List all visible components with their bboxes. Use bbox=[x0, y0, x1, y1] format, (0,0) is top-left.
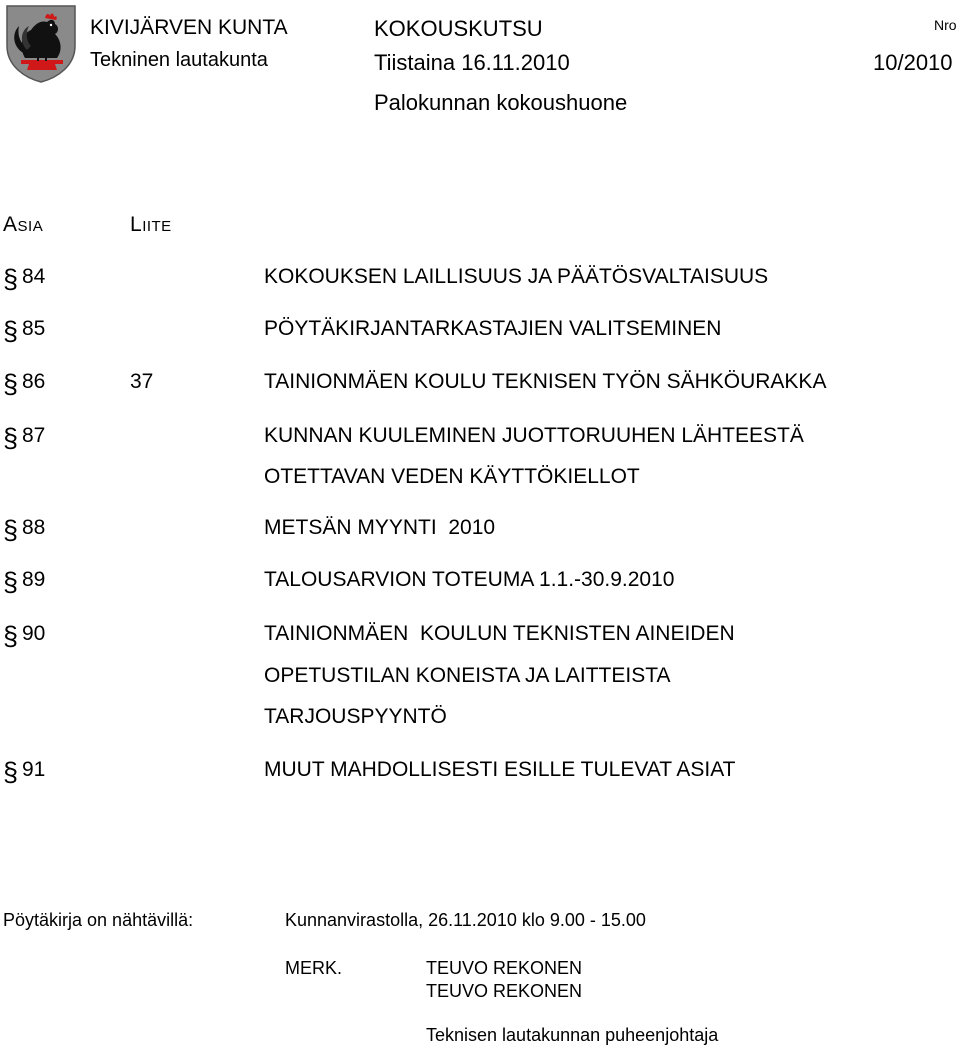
document-type: KOKOUSKUTSU bbox=[374, 16, 543, 41]
item-title-continued: OPETUSTILAN KONEISTA JA LAITTEISTA bbox=[264, 664, 671, 687]
item-number: 89 bbox=[22, 568, 46, 591]
agenda-item bbox=[0, 756, 960, 786]
item-number: 90 bbox=[22, 622, 46, 645]
item-title: KOKOUKSEN LAILLISUUS JA PÄÄTÖSVALTAISUUS bbox=[264, 265, 769, 288]
column-asia-header: ASIA bbox=[3, 213, 44, 236]
svg-text:§: § bbox=[3, 369, 19, 398]
section-sign-icon bbox=[3, 263, 21, 293]
item-title: TALOUSARVION TOTEUMA 1.1.-30.9.2010 bbox=[264, 568, 675, 591]
svg-text:§: § bbox=[3, 621, 19, 650]
meeting-number: 10/2010 bbox=[873, 50, 953, 75]
svg-text:§: § bbox=[3, 567, 19, 596]
section-sign-icon bbox=[3, 422, 21, 452]
signer-name: TEUVO REKONEN bbox=[426, 981, 583, 1001]
section-sign-icon bbox=[3, 566, 21, 596]
meeting-venue: Palokunnan kokoushuone bbox=[374, 90, 628, 115]
item-number: 91 bbox=[22, 758, 46, 781]
item-title-continued: OTETTAVAN VEDEN KÄYTTÖKIELLOT bbox=[264, 465, 640, 488]
organization-name: KIVIJÄRVEN KUNTA bbox=[90, 16, 288, 39]
column-liite-header: LIITE bbox=[130, 213, 172, 236]
item-number: 85 bbox=[22, 317, 46, 340]
board-name: Tekninen lautakunta bbox=[90, 49, 268, 71]
item-title: TAINIONMÄEN KOULU TEKNISEN TYÖN SÄHKÖURAKKA bbox=[264, 370, 827, 393]
agenda-item bbox=[0, 263, 960, 293]
section-sign-icon bbox=[3, 514, 21, 544]
svg-text:§: § bbox=[3, 316, 19, 345]
coat-of-arms-logo bbox=[5, 4, 77, 84]
meeting-date: Tiistaina 16.11.2010 bbox=[374, 50, 570, 75]
availability-value: Kunnanvirastolla, 26.11.2010 klo 9.00 - 15.00 bbox=[285, 910, 646, 930]
nro-label: Nro bbox=[934, 17, 957, 33]
section-sign-icon bbox=[3, 368, 21, 398]
agenda-item bbox=[0, 368, 960, 398]
attachment-number: 37 bbox=[130, 370, 154, 393]
signer-name: TEUVO REKONEN bbox=[426, 958, 583, 978]
item-number: 84 bbox=[22, 265, 46, 288]
item-number: 86 bbox=[22, 370, 46, 393]
item-title: METSÄN MYYNTI 2010 bbox=[264, 516, 496, 539]
item-number: 88 bbox=[22, 516, 46, 539]
agenda-item bbox=[0, 315, 960, 345]
item-number: 87 bbox=[22, 424, 46, 447]
svg-text:§: § bbox=[3, 515, 19, 544]
item-title-continued: TARJOUSPYYNTÖ bbox=[264, 705, 447, 728]
section-sign-icon bbox=[3, 620, 21, 650]
svg-text:§: § bbox=[3, 423, 19, 452]
section-sign-icon bbox=[3, 315, 21, 345]
agenda-item bbox=[0, 566, 960, 596]
agenda-item bbox=[0, 620, 960, 650]
svg-text:§: § bbox=[3, 757, 19, 786]
merk-label: MERK. bbox=[285, 958, 343, 978]
svg-text:§: § bbox=[3, 264, 19, 293]
availability-label: Pöytäkirja on nähtävillä: bbox=[3, 910, 194, 930]
item-title: KUNNAN KUULEMINEN JUOTTORUUHEN LÄHTEESTÄ bbox=[264, 424, 804, 447]
agenda-item bbox=[0, 422, 960, 452]
item-title: TAINIONMÄEN KOULUN TEKNISTEN AINEIDEN bbox=[264, 622, 735, 645]
section-sign-icon bbox=[3, 756, 21, 786]
agenda-item bbox=[0, 514, 960, 544]
item-title: MUUT MAHDOLLISESTI ESILLE TULEVAT ASIAT bbox=[264, 758, 736, 781]
item-title: PÖYTÄKIRJANTARKASTAJIEN VALITSEMINEN bbox=[264, 317, 722, 340]
signer-title: Teknisen lautakunnan puheenjohtaja bbox=[426, 1025, 719, 1045]
